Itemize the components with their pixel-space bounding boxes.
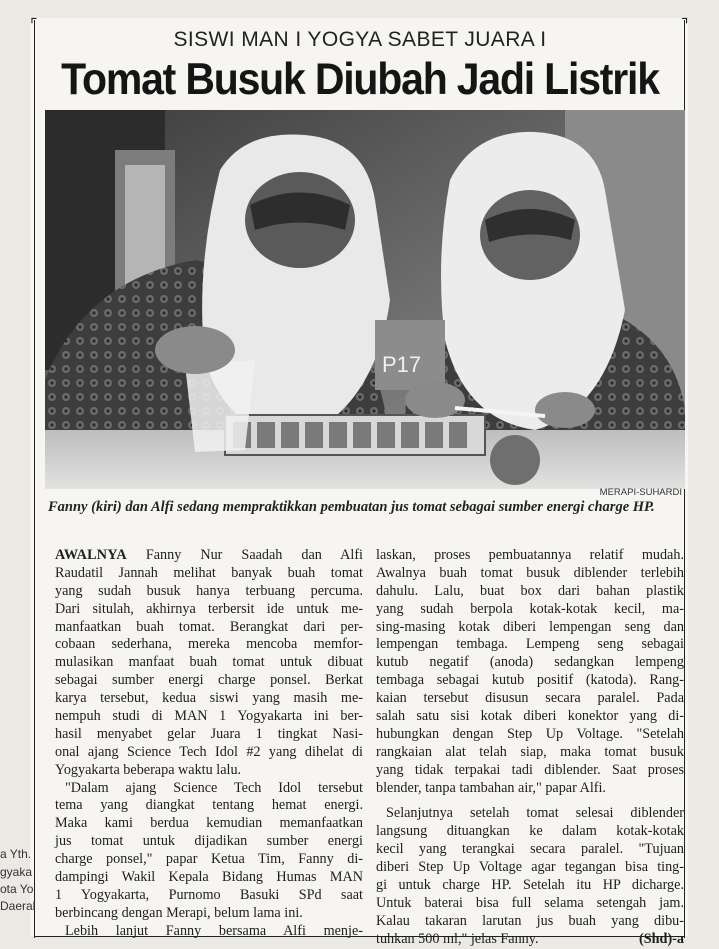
article-line: hasil menyabet gelar Juara 1 tingkat Nasi- xyxy=(55,725,363,742)
article-line: sebagai sumber energi charge ponsel. Berkat xyxy=(55,672,363,689)
article-line: tembaga sebagai kutub positif (katoda). Rang- xyxy=(376,672,684,689)
article-line: "Dalam ajang Science Tech Idol tersebut xyxy=(65,779,363,796)
article-line: nempuh studi di MAN 1 Yogyakarta ini ber- xyxy=(55,708,363,725)
corner-bracket-left: ⌜ xyxy=(30,15,38,34)
article-line: mulasikan manfaat buah tomat untuk dibuat xyxy=(55,654,363,671)
article-kicker: SISWI MAN I YOGYA SABET JUARA I xyxy=(173,28,547,51)
article-line: tema yang diangkat tentang hemat energi. xyxy=(55,797,363,814)
photo-device-label: P17 xyxy=(382,352,422,377)
article-line: onal ajang Science Tech Idol #2 yang dihelat di xyxy=(55,743,363,760)
lead-word: AWALNYA xyxy=(55,547,127,563)
article-line: manfaatkan buah tomat. Berangkat dari per- xyxy=(55,618,363,635)
author-signoff: (Shd)-a xyxy=(639,930,684,947)
article-line: blender, tanpa tambahan air," papar Alfi. xyxy=(376,779,606,796)
photo-caption: Fanny (kiri) dan Alfi sedang mempraktikkan pembuatan jus tomat sebagai sumber energi charge HP. xyxy=(48,499,655,515)
article-line: lempengan tembaga. Lempeng seng sebagai xyxy=(376,636,684,653)
article-line: Yogyakarta beberapa waktu lalu. xyxy=(55,761,242,778)
article-line: Raudatil Jannah melihat banyak buah tomat xyxy=(55,564,363,581)
article-line: kutub negatif (anoda) sedangkan lempeng xyxy=(376,654,684,671)
clipping-border-left xyxy=(34,20,35,938)
article-photo xyxy=(45,110,685,489)
article-line: 1 Yogyakarta, Purnomo Basuki SPd saat xyxy=(55,886,363,903)
article-line: Maka kami berdua kemudian memanfaatkan xyxy=(55,815,363,832)
article-line: Untuk baterai bisa full selama setengah jam. xyxy=(376,894,684,911)
article-line: dahulu. Lalu, buat box dari bahan plastik xyxy=(376,582,684,599)
article-line: karya tersebut, kedua siswi yang masih me- xyxy=(55,690,363,707)
article-line: salah satu sisi kotak diberi konektor yang di- xyxy=(376,708,684,725)
article-line: berbincang dengan Merapi, belum lama ini. xyxy=(55,904,303,921)
article-line: sing-masing kotak diberi lempengan seng dan xyxy=(376,618,684,635)
article-line: diberi Step Up Voltage agar tegangan bisa ting- xyxy=(376,859,684,876)
article-line: laskan, proses pembuatannya relatif mudah. xyxy=(376,547,684,563)
article-line: langsung dituangkan ke dalam kotak-kotak xyxy=(376,823,684,840)
article-column-2 xyxy=(376,547,684,949)
margin-fragment: Daeral xyxy=(0,899,36,913)
article-column-1 xyxy=(55,547,363,941)
article-line: jus tomat untuk dijadikan sumber energi xyxy=(55,833,363,850)
article-line: kaian tersebut disusun secara paralel. Pada xyxy=(376,690,684,707)
article-line: yang sudah berpola kotak-kotak kecil, ma- xyxy=(376,600,684,617)
article-line: tuhkan 500 ml," jelas Fanny. (Shd)-a xyxy=(376,930,684,947)
photo-credit: MERAPI-SUHARDI xyxy=(599,487,682,498)
article-line: hubungkan dengan Step Up Voltage. "Setelah xyxy=(376,725,684,742)
article-line: yang sudah busuk hanya terbuang percuma. xyxy=(55,582,363,599)
article-line: cobaan sederhana, mereka mencoba memfor- xyxy=(55,636,363,653)
margin-fragment: ota Yo xyxy=(0,882,34,896)
article-headline: Tomat Busuk Diubah Jadi Listrik xyxy=(61,54,659,104)
article-line: dampingi Wakil Kepala Bidang Humas MAN xyxy=(55,869,363,886)
article-line: Dari situlah, akhirnya terbersit ide untuk me- xyxy=(55,600,363,617)
article-line: rangkaian alat telah siap, maka tomat busuk xyxy=(376,743,684,760)
article-line: yang tidak terpakai tadi diblender. Saat proses xyxy=(376,761,684,778)
margin-fragment: gyaka xyxy=(0,865,33,879)
article-line: charge ponsel," papar Ketua Tim, Fanny di- xyxy=(55,851,363,868)
margin-fragment: a Yth. xyxy=(0,847,32,861)
article-line: Lebih lanjut Fanny bersama Alfi menje- xyxy=(65,922,363,939)
article-line: Selanjutnya setelah tomat selesai diblender xyxy=(386,805,684,822)
corner-bracket-right: ⌝ xyxy=(681,15,689,34)
article-line: Awalnya buah tomat busuk diblender terlebih xyxy=(376,564,684,581)
article-line: gi untuk charge HP. Setelah itu HP dicharge. xyxy=(376,877,684,894)
article-line: kecil yang terangkai secara paralel. "Tujuan xyxy=(376,841,684,858)
article-line: AWALNYA Fanny Nur Saadah dan Alfi xyxy=(55,547,363,563)
article-line: Kalau takaran larutan jus buah yang dibu- xyxy=(376,912,684,929)
